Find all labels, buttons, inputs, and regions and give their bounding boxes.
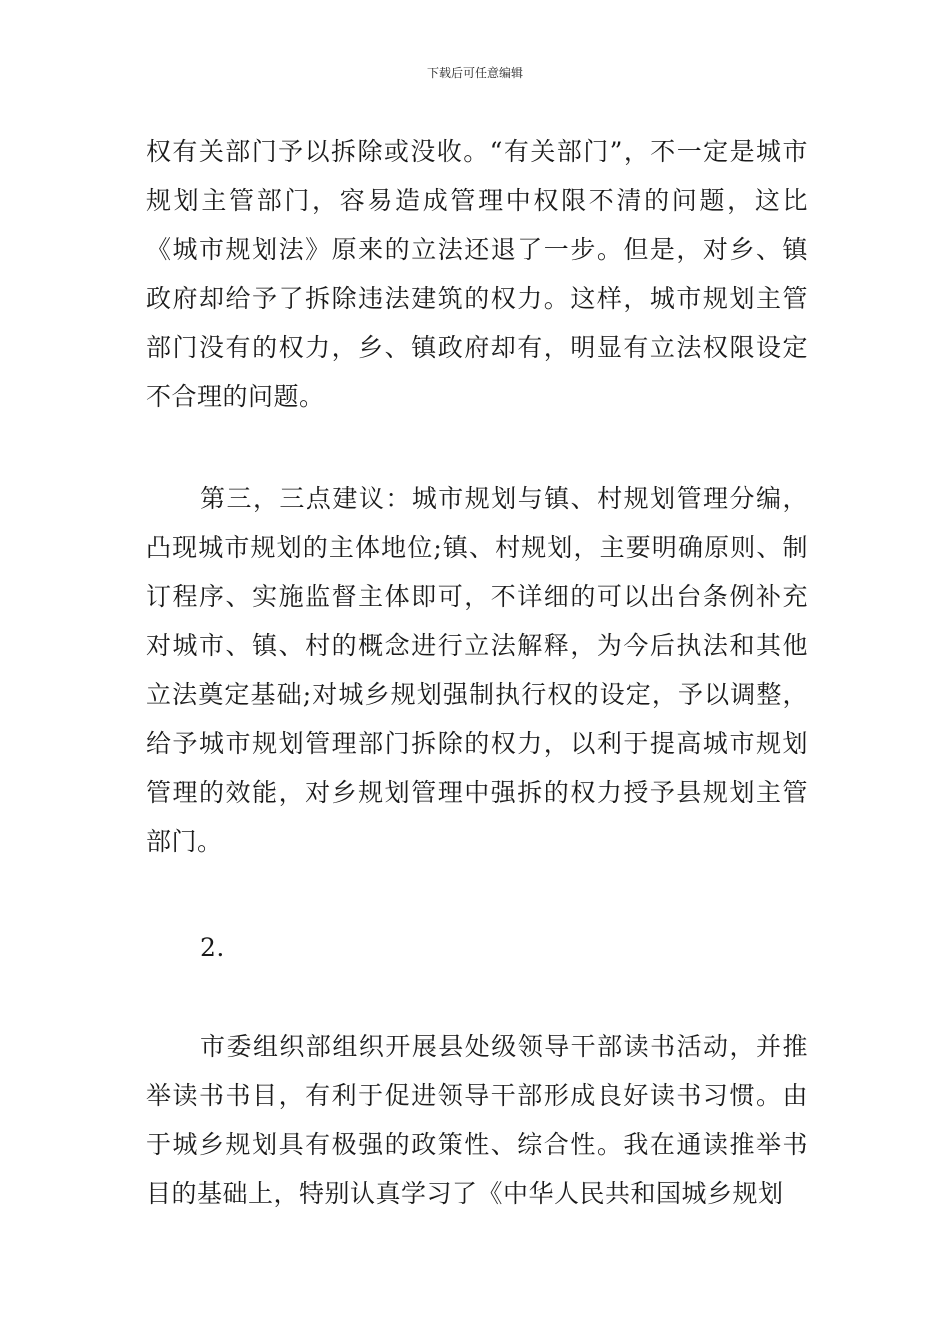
paragraph-continuation: [146, 127, 808, 421]
paragraph-text: 市委组织部组织开展县处级领导干部读书活动，并推举读书书目，有利于促进领导干部形成良好读书习惯。由于城乡规划具有极强的政策性、综合性。我在通读推举书目的基础上，特别认真学习了《中华人民共和国城乡规划: [146, 1032, 808, 1208]
paragraph-text: 第三，三点建议：城市规划与镇、村规划管理分编，凸现城市规划的主体地位;镇、村规划，主要明确原则、制订程序、实施监督主体即可，不详细的可以出台条例补充对城市、镇、村的概念进行立法解释，为今后执法和其他立法奠定基础;对城乡规划强制执行权的设定，予以调整，给予城市规划管理部门拆除的权力，以利于提高城市规划管理的效能，对乡规划管理中强拆的权力授予县规划主管部门。: [146, 484, 808, 856]
section-number-text: 2.: [200, 933, 225, 962]
page-header: 下载后可任意编辑: [426, 66, 523, 80]
section-number: [146, 923, 808, 972]
paragraph-reading-activity: [146, 1022, 808, 1218]
paragraph-suggestions: [146, 474, 808, 866]
paragraph-text: 权有关部门予以拆除或没收。“有关部门”，不一定是城市规划主管部门，容易造成管理中权限不清的问题，这比《城市规划法》原来的立法还退了一步。但是，对乡、镇政府却给予了拆除违法建筑的权力。这样，城市规划主管部门没有的权力，乡、镇政府却有，明显有立法权限设定不合理的问题。: [146, 137, 808, 411]
